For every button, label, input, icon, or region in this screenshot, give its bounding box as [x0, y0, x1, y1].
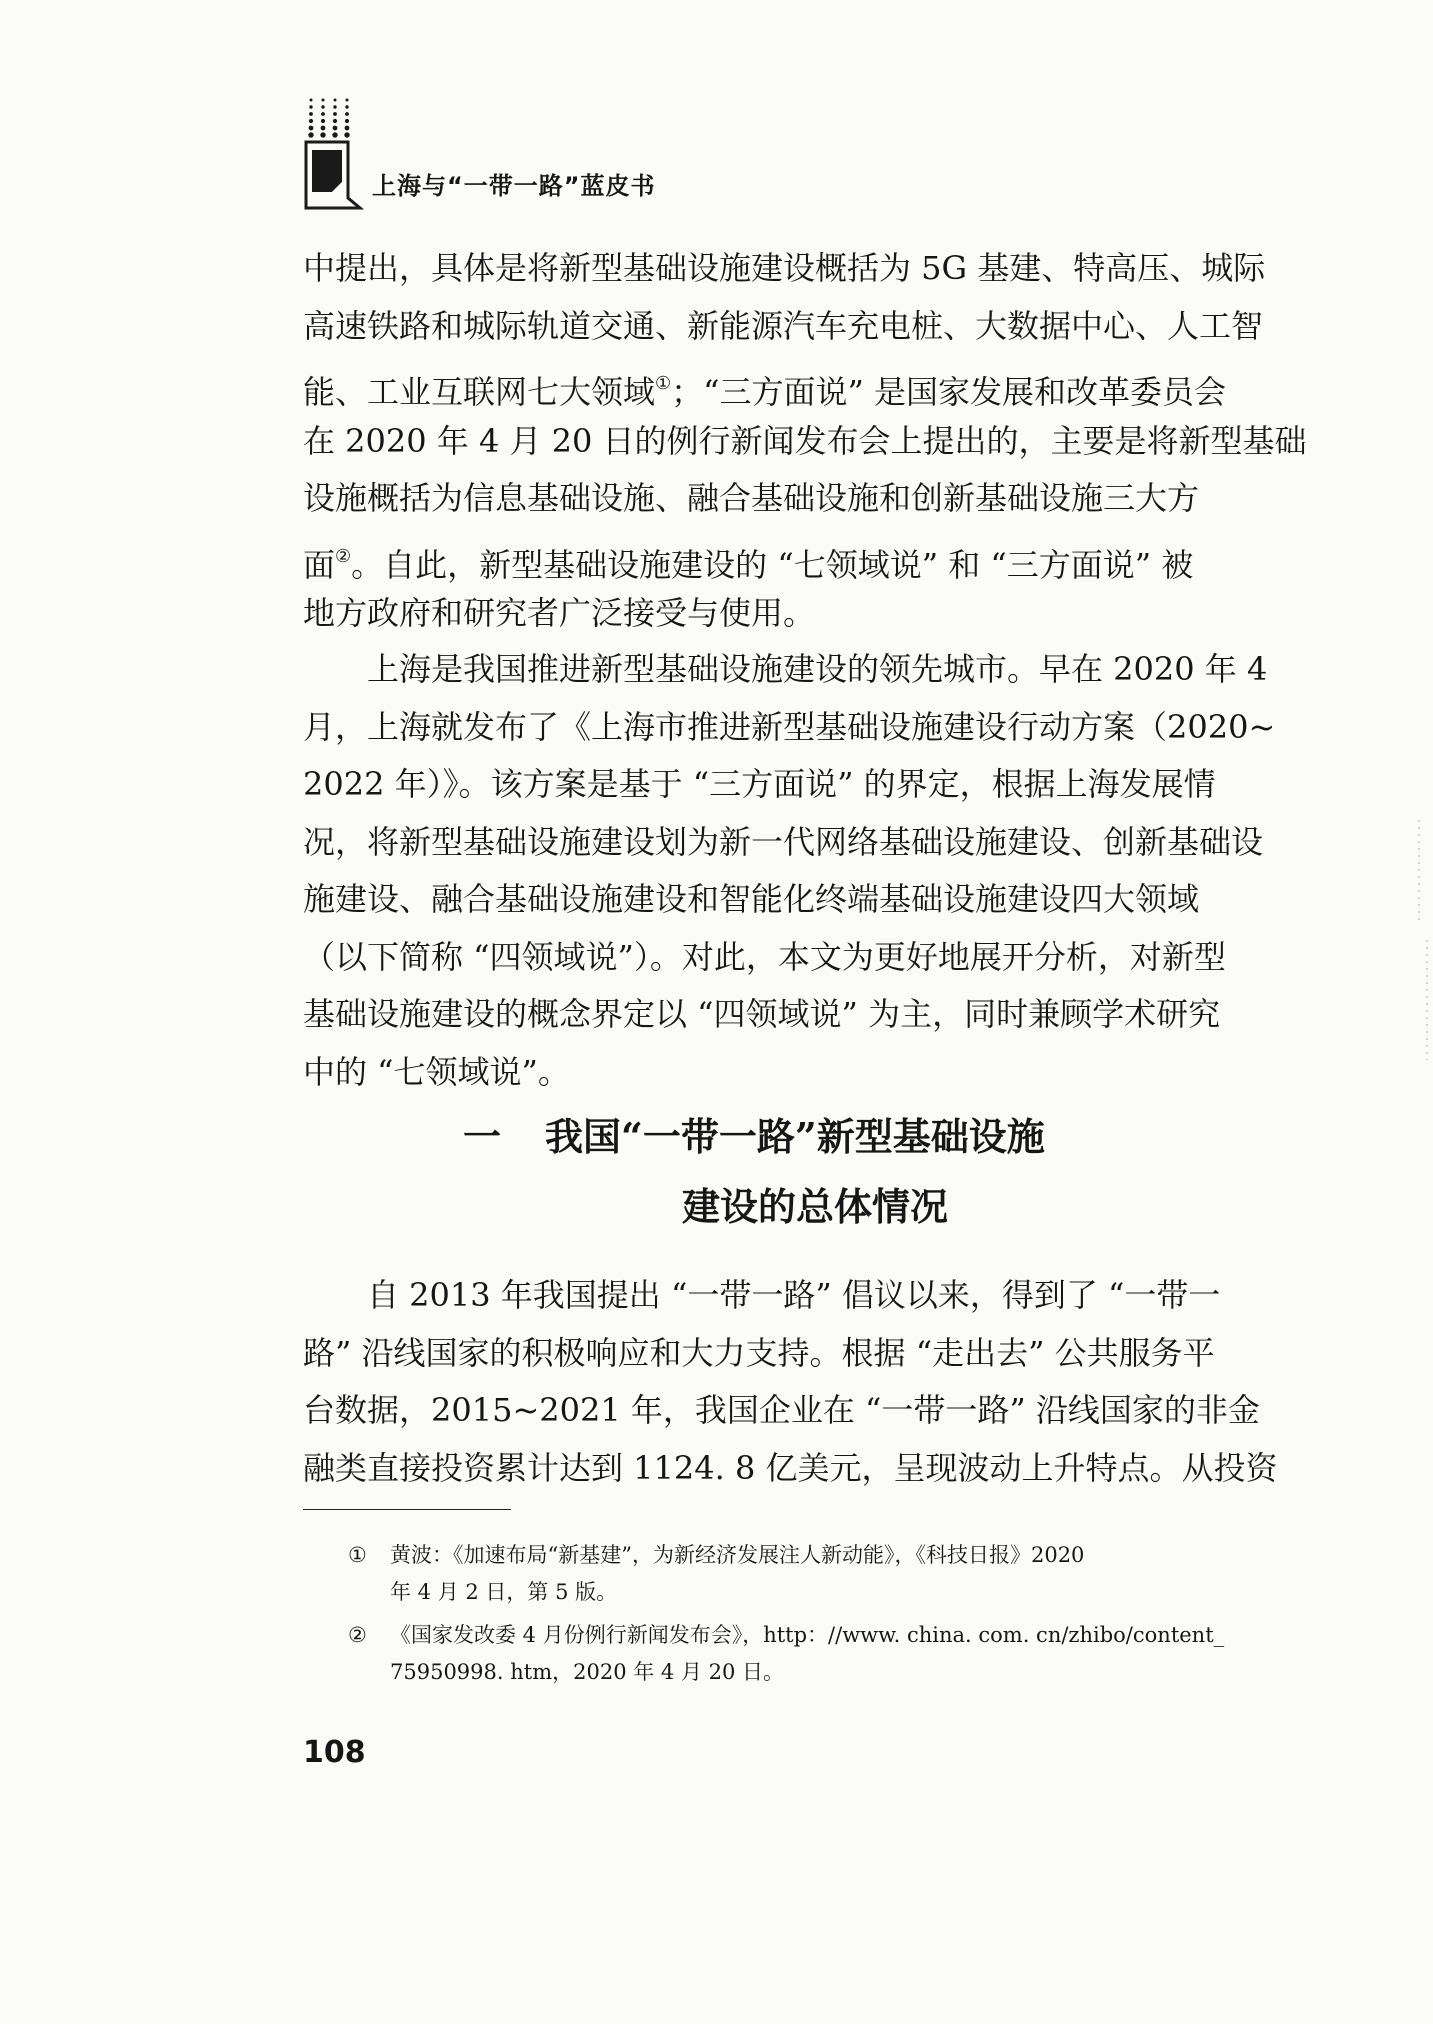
text-line: 基础设施建设的概念界定以 “四领域说” 为主，同时兼顾学术研究 — [303, 995, 1221, 1033]
text-line: 地方政府和研究者广泛接受与使用。 — [303, 594, 816, 632]
text-line: 融类直接投资累计达到 1124. 8 亿美元，呈现波动上升特点。从投资 — [303, 1448, 1278, 1487]
running-header-title: 上海与“一带一路”蓝皮书 — [372, 172, 656, 200]
section-title-text: 我国“一带一路”新型基础设施 — [545, 1114, 1045, 1159]
scan-edge-marks — [1413, 820, 1433, 1060]
text-line: 自 2013 年我国提出 “一带一路” 倡议以来，得到了 “一带一 — [367, 1276, 1221, 1314]
text-line: （以下简称 “四领域说”）。对此，本文为更好地展开分析，对新型 — [303, 937, 1226, 976]
text-line: 况，将新型基础设施建设划为新一代网络基础设施建设、创新基础设 — [303, 822, 1264, 861]
body-paragraph-2 — [303, 641, 1276, 1101]
text-line: 月，上海就发布了《上海市推进新型基础设施建设行动方案（2020~ — [303, 707, 1276, 746]
text-line: 台数据，2015~2021 年，我国企业在 “一带一路” 沿线国家的非金 — [303, 1391, 1260, 1429]
footnote-text: 年 4 月 2 日，第 5 版。 — [390, 1580, 618, 1604]
text-line: 设施概括为信息基础设施、融合基础设施和创新基础设施三大方 — [303, 479, 1200, 517]
footnote-2 — [350, 1617, 1262, 1691]
text-line: 能、工业互联网七大领域①；“三方面说” 是国家发展和改革委员会 — [303, 373, 1227, 411]
footnote-divider — [303, 1509, 511, 1510]
text-line: 在 2020 年 4 月 20 日的例行新闻发布会上提出的，主要是将新型基础 — [303, 421, 1307, 460]
text-line: 面②。自此，新型基础设施建设的 “七领域说” 和 “三方面说” 被 — [303, 545, 1194, 584]
text-line: 路” 沿线国家的积极响应和大力支持。根据 “走出去” 公共服务平 — [303, 1333, 1215, 1372]
footnotes — [350, 1537, 1262, 1697]
text-line: 高速铁路和城际轨道交通、新能源汽车充电桩、大数据中心、人工智 — [303, 306, 1264, 345]
book-corner-emblem-icon — [302, 94, 366, 210]
footnote-ref-2[interactable]: ② — [335, 545, 352, 567]
footnote-mark: ① — [348, 1543, 367, 1567]
footnote-ref-1[interactable]: ① — [655, 373, 672, 394]
section-heading-line-1 — [463, 1102, 1045, 1172]
section-number: 一 — [463, 1114, 502, 1159]
text-line: 2022 年）》。该方案是基于 “三方面说” 的界定，根据上海发展情 — [303, 765, 1216, 803]
footnote-1 — [350, 1537, 1262, 1611]
body-paragraph-1 — [303, 240, 1307, 643]
footnote-text: 75950998. htm，2020 年 4 月 20 日。 — [390, 1660, 785, 1684]
section-heading-line-2: 建设的总体情况 — [682, 1184, 949, 1229]
page-number: 108 — [303, 1735, 366, 1770]
text-line: 中的 “七领域说”。 — [303, 1052, 570, 1091]
footnote-mark: ② — [348, 1623, 367, 1647]
footnote-text: 《国家发改委 4 月份例行新闻发布会》，http：//www. china. com. cn/zhibo/content_ — [390, 1623, 1225, 1647]
footnote-text: 黄波：《加速布局“新基建”，为新经济发展注人新动能》，《科技日报》2020 — [390, 1543, 1085, 1567]
text-line: 施建设、融合基础设施建设和智能化终端基础设施建设四大领域 — [303, 880, 1200, 918]
text-line: 中提出，具体是将新型基础设施建设概括为 5G 基建、特高压、城际 — [303, 249, 1266, 287]
running-header — [302, 94, 702, 214]
body-paragraph-3 — [303, 1267, 1278, 1497]
text-line: 上海是我国推进新型基础设施建设的领先城市。早在 2020 年 4 — [367, 650, 1268, 688]
